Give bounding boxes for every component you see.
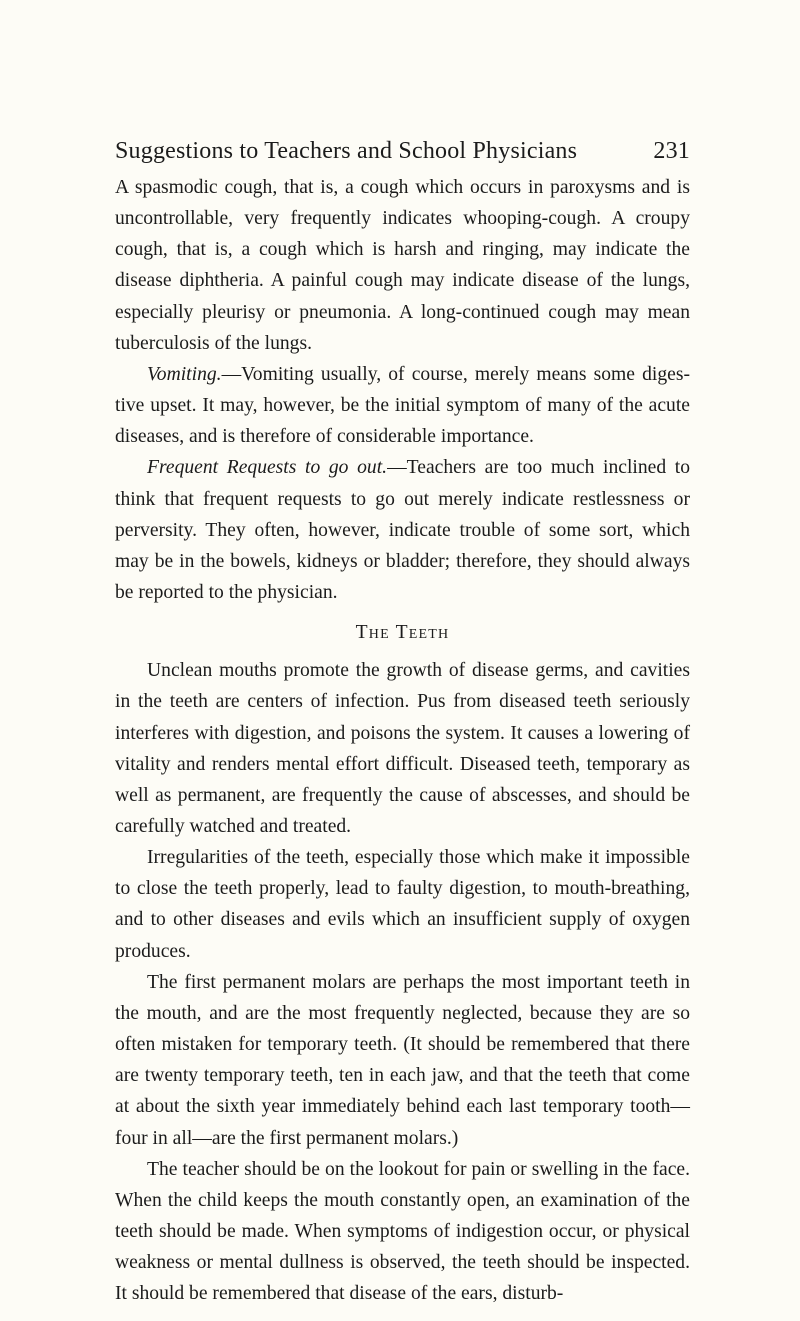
paragraph-vomiting [115, 359, 690, 452]
paragraph-text: Irregularities of the teeth, especially those which make it impossible to close the teeth properly, lead to faulty digestion, to mouth-breathing, and to other diseases and evils which an insufficient supply of oxygen produces. [115, 847, 690, 962]
run-in-heading-vomiting: Vomiting. [147, 363, 222, 385]
paragraph-text: The teacher should be on the lookout for pain or swelling in the face. When the child keeps the mouth constantly open, an examination of the teeth should be made. When symptoms of indigestion occur, or physical weakness or mental dullness is observed, the teeth should be inspected. It should be remembered that disease of the ears, disturb- [115, 1158, 690, 1305]
body-text [115, 172, 690, 1309]
page-number: 231 [653, 138, 690, 164]
running-head-title: Suggestions to Teachers and School Physicians [115, 138, 578, 164]
paragraph-frequent-requests [115, 452, 690, 608]
paragraph-unclean-mouths [115, 655, 690, 842]
paragraph-cough [115, 172, 690, 359]
running-head [115, 138, 690, 165]
paragraph-text: A spasmodic cough, that is, a cough which occurs in paroxysms and is uncontrollable, very frequently indicates whooping-cough. A croupy cough, that is, a cough which is harsh and ringing, may indicate the disease diphtheria. A painful cough may indicate disease of the lungs, especially pleurisy or pneumonia. A long-continued cough may mean tuberculosis of the lungs. [115, 177, 690, 354]
paragraph-text: Unclean mouths promote the growth of disease germs, and cavities in the teeth are centers of infection. Pus from diseased teeth seriously interferes with digestion, and poisons the system. It causes a lowering of vitality and renders mental effort difficult. Diseased teeth, temporary as well as permanent, are frequently the cause of abscesses, and should be carefully watched and treated. [115, 660, 690, 837]
paragraph-teacher-lookout [115, 1154, 690, 1310]
paragraph-text: —Vomiting usually, of course, merely means some digestive upset. It may, however, be the initial symptom of many of the acute diseases, and is therefore of considerable importance. [115, 363, 690, 448]
paragraph-irregularities [115, 842, 690, 967]
section-heading-the-teeth: The Teeth [355, 622, 450, 644]
paragraph-permanent-molars [115, 967, 690, 1154]
run-in-heading-frequent-requests: Frequent Requests to go out. [147, 457, 388, 479]
paragraph-text: The first permanent molars are perhaps the most important teeth in the mouth, and are the most frequently neglected, because they are so often mistaken for temporary teeth. (It should be remembered that there are twenty temporary teeth, ten in each jaw, and that the teeth that come at about the sixth year immediately behind each last temporary tooth—four in all—are the first permanent molars.) [115, 971, 690, 1149]
paragraph-text: —Teachers are too much inclined to think that frequent requests to go out merely indicate restlessness or perversity. They often, however, indicate trouble of some sort, which may be in the bowels, kidneys or bladder; therefore, they should always be reported to the physician. [115, 457, 691, 604]
